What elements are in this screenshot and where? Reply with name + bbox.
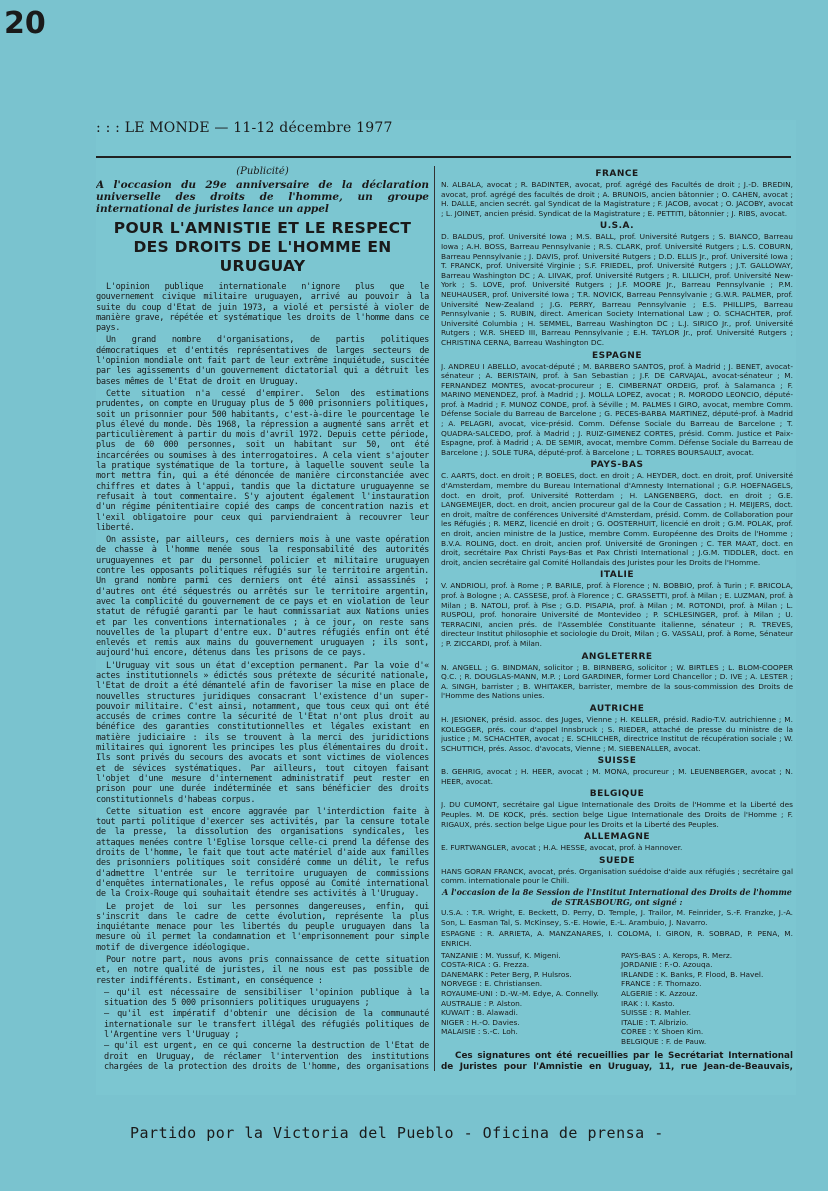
masthead: : : : LE MONDE — 11-12 décembre 1977 (96, 120, 393, 136)
signatories: C. AARTS, doct. en droit ; P. BOELES, doct. en droit ; A. HEYDER, doct. en droit, prof. Université d'Amsterdam, membre du Bureau International d'Amnesty International ; G.P. HOEFNAGELS, doct. en droit, prof. Université Rotterdam ; H. LANGENBERG, doct. en droit ; G.E. LANGEMEIJER, doct. en droit, ancien procureur gal de la Cour de Cassation ; H. MEIJERS, doct. en droit, maître de conférences Université d'Amsterdam, présid. Comm. de Collaboration pour les Réfugiés ; R. MERZ, licencié en droit ; G. OOSTERHUIT, licencié en droit ; G.M. POLAK, prof. en droit, ancien ministre de la Justice, membre Comm. Européenne des Droits de l'Homme ; B.V.A. ROLING, doct. en droit, ancien prof. Université de Groningen ; C. TER MAAT, doct. en droit, secrétaire Pax Christi Pays-Bas et Pax Christi International ; J.G.M. TIDDLER, doct. en droit, ancien secrétaire gal Comité Hollandais des Juristes pour les Droits de l'Homme. (441, 471, 793, 567)
signatories: HANS GORAN FRANCK, avocat, prés. Organisation suédoise d'aide aux réfugiés ; secrétaire gal comm. internationale pour le Chili. (441, 866, 793, 886)
signatories: B. GEHRIG, avocat ; H. HEER, avocat ; M. MONA, procureur ; M. LEUENBERGER, avocat ; N. HEER, avocat. (441, 767, 793, 786)
estimant-list (104, 988, 429, 1071)
masthead-rule (96, 156, 791, 158)
signatories: H. JESIONEK, présid. assoc. des Juges, Vienne ; H. KELLER, présid. Radio-T.V. autrichienne ; M. KOLEGGER, prés. cour d'appel Innsbruck ; S. RIEDER, attaché de presse du ministre de la justice ; M. SCHACHTER, avocat ; E. SCHILCHER, directrice Institut de récupération sociale ; W. SCHUTTICH, prés. Assoc. d'avocats, Vienne ; M. SIEBENALLER, avocat. (441, 714, 793, 753)
country-heading: SUISSE (597, 756, 637, 767)
grid-row: NORVEGE : E. Christiansen. (441, 979, 543, 989)
list-item: — qu'il est urgent, en ce qui concerne la destruction de l'Etat de droit en Uruguay, de réclamer l'intervention des institutions chargées de la protection des droits de l'homme, des organisations (104, 1041, 429, 1071)
grid-row: MALAISIE : S.-C. Loh. (441, 1027, 518, 1037)
publicite-label: (Publicité) (236, 166, 289, 177)
country-heading: BELGIQUE (589, 789, 645, 800)
article-body (96, 282, 429, 1071)
grid-row: TANZANIE : M. Yussuf, K. Migeni. (441, 950, 561, 960)
list-item: — qu'il est nécessaire de sensibiliser l'opinion publique à la situation des 5 000 prisonniers politiques uruguayens ; (104, 988, 429, 1009)
session-note: A l'occasion de la 8e Session de l'Institut International des Droits de l'homme de STRASBOURG, ont signé : (442, 887, 792, 907)
country-heading: U.S.A. (599, 221, 635, 232)
headline-line-2: DES DROITS DE L'HOMME EN URUGUAY (133, 238, 392, 275)
closing-note: Ces signatures ont été recueillies par le Secrétariat International de Juristes pour l'Amnistie en Uruguay, 11, rue Jean-de-Beauvais, (441, 1050, 793, 1071)
country-heading: AUTRICHE (589, 703, 645, 714)
country-heading: PAYS-BAS (590, 460, 644, 471)
grid-row: ALGERIE : K. Azzouz. (621, 988, 698, 998)
paragraph: On assiste, par ailleurs, ces derniers mois à une vaste opération de chasse à l'homme menée sous la responsabilité des autorités uruguayennes et par du personnel policier et militaire uruguayen contre les opposants politiques réfugiés sur le territoire argentin. Un grand nombre parmi ces derniers ont été ainsi assassinés ; d'autres ont été séquestrés ou arrêtés sur le territoire argentin, avec la complicité du gouvernement de ce pays et en violation de leur statut de réfugié garanti par le haut commissariat aux Nations unies et par les conventions internationales ; à ce jour, on reste sans nouvelles de la plupart d'entre eux. D'autres réfugiés enfin ont été enlevés et remis aux mains du gouvernement uruguayen ; ils sont, aujourd'hui encore, détenus dans les prisons de ce pays. (96, 535, 429, 659)
signatories: D. BALDUS, prof. Université Iowa ; M.S. BALL, prof. Université Rutgers ; S. BIANCO, Barreau Iowa ; A.H. BOSS, Barreau Pennsylvanie ; R.S. CLARK, prof. Université Rutgers ; L.S. COBURN, Barreau Pennsylvanie ; J. DAVIS, prof. Université Rutgers ; D.D. ELLIS Jr., prof. Université Iowa ; T. FRANCK, prof. Université Virginie ; S.F. FRIEDEL, prof. Université Rutgers ; J.T. GALLOWAY, Barreau Washington DC ; A. LIIVAK, prof. Université Rutgers ; R. LILLICH, prof. Université New-York ; S. LOVE, prof. Université Rutgers ; J.F. MOORE Jr., Barreau Pennsylvanie ; P.M. NEUHAUSER, prof. Université Iowa ; T.R. NOVICK, Barreau Pennsylvanie ; G.W.R. PALMER, prof. Université New-Zealand ; J.G. PERRY, Barreau Pennsylvanie ; E.S. PHILLIPS, Barreau Pennsylvanie ; S. RUBIN, direct. American Society International Law ; O. SCHACHTER, prof. Université Columbia ; H. SEMMEL, Barreau Washington DC ; L.J. SIRICO Jr., prof. Université Rutgers ; W.R. SHEED III, Barreau Pennsylvanie ; E.H. TAYLOR Jr., prof. Université Rutgers ; CHRISTINA CERNA, Barreau Washington DC. (441, 232, 793, 347)
session-espagne: ESPAGNE : R. ARRIETA, A. MANZANARES, I. COLOMA, I. GIRON, R. SOBRAD, P. PENA, M. ENRICH. (441, 929, 793, 948)
list-item: — qu'il est impératif d'obtenir une décision de la communauté internationale sur le transfert illégal des réfugiés politiques de l'Argentine vers l'Uruguay ; (104, 1009, 429, 1040)
country-grid (441, 951, 793, 1047)
headline-line-1: POUR L'AMNISTIE ET LE RESPECT (113, 219, 412, 237)
grid-row: ITALIE : T. Albrizio. (621, 1017, 689, 1027)
session-signatories: U.S.A. : T.R. Wright, E. Beckett, D. Perry, D. Temple, J. Trailor, M. Feinrider, S.-F. Franzke, J.-A. Son, L. Easman Tal, S. McKinsey, S.-E. Howie, E.-L. Arambuio, J. Navarro. (441, 908, 793, 927)
grid-row: FRANCE : F. Thomazo. (621, 979, 702, 989)
paragraph: Un grand nombre d'organisations, de partis politiques démocratiques et d'entités représentatives de larges secteurs de l'opinion mondiale ont fait part de leur extrême inquiétude, suscitée par les agissements d'un gouvernement dictatorial qui a détruit les bases mêmes de l'Etat de droit en Uruguay. (96, 335, 429, 387)
country-grid-right (621, 951, 793, 1047)
grid-row: DANEMARK : Peter Berg, P. Hulsros. (441, 969, 572, 979)
country-heading: SUEDE (598, 855, 636, 866)
newspaper-clipping (96, 120, 796, 1095)
footer-typed-line: Partido por la Victoria del Pueblo - Oficina de prensa - (130, 1124, 664, 1142)
page-number: 20 (4, 6, 46, 41)
grid-row: COREE : Y. Shoen Kim. (621, 1027, 704, 1037)
grid-row: COSTA-RICA : G. Frezza. (441, 960, 530, 970)
grid-row: PAYS-BAS : A. Kerops, R. Merz. (621, 950, 733, 960)
paragraph: Cette situation n'a cessé d'empirer. Selon des estimations prudentes, on compte en Uruguay plus de 5 000 prisonniers politiques, soit un prisonnier pour 500 habitants, c'est-à-dire le pourcentage le plus élevé du monde. Dès 1968, la répression a augmenté sans arrêt et particulièrement à partir du mois d'avril 1972. Depuis cette période, plus de 60 000 personnes, soit un habitant sur 50, ont été incarcérées ou soumises à des interrogatoires. A cela vient s'ajouter la pratique systématique de la torture, à laquelle souvent seule la mort mettra fin, qui a été dénoncée de manière circonstanciée avec chiffres et dates à l'appui, tandis que la dictature uruguayenne se refusait à tout commentaire. S'y ajoutent également l'instauration d'un régime pénitentiaire copié des camps de concentration nazis et l'exil obligatoire pour ceux qui parviendraient à recouvrer leur liberté. (96, 388, 429, 533)
right-column (441, 166, 793, 1071)
signatories: J. DU CUMONT, secrétaire gal Ligue Internationale des Droits de l'Homme et la Liberté des Peuples. M. DE KOCK, prés. section belge Ligue Internationale des Droits de l'Homme ; F. RIGAUX, prés. section belge Ligue pour les Droits et la Liberté des Peuples. (441, 800, 793, 829)
grid-row: AUSTRALIE : P. Alston. (441, 998, 523, 1008)
grid-row: BELGIQUE : F. de Pauw. (621, 1036, 707, 1046)
country-heading: ESPAGNE (592, 350, 642, 361)
paragraph: L'Uruguay vit sous un état d'exception permanent. Par la voie d'« actes institutionnels » édictés sous prétexte de sécurité nationale, l'Etat de droit a été démantelé afin de favoriser la mise en place de nouvelles structures juridiques consacrant l'existence d'un super-pouvoir militaire. C'est ainsi, notamment, que tous ceux qui ont été accusés de crimes contre la sécurité de l'Etat n'ont plus droit au bénéfice des garanties constitutionnelles et légales existant en matière judiciaire : ils se trouvent à la merci des juridictions militaires qui ignorent les principes les plus élémentaires du droit. Ils sont privés du secours des avocats et sont victimes de violences et de sévices systématiques. Par ailleurs, tout citoyen faisant l'objet d'une mesure d'internement administratif peut rester en prison pour une durée indéterminée et sans bénéficier des droits constitutionnels d'habeas corpus. (96, 660, 429, 805)
grid-row: JORDANIE : F.-O. Azouqa. (621, 960, 713, 970)
signatories: J. ANDREU I ABELLO, avocat-député ; M. BARBERO SANTOS, prof. à Madrid ; J. BENET, avocat-sénateur ; A. BERISTAIN, prof. à San Sebastian ; J.F. DE CARVAJAL, avocat-sénateur ; M. FERNANDEZ MONTES, avocat-procureur ; E. CIMBERNAT ORDEIG, prof. à Salamanca ; F. MARINO MENENDEZ, prof. à Madrid ; J. MOLLA LOPEZ, avocat ; R. MORODO LEONCIO, député-prof. à Madrid ; F. MUNOZ CONDE, prof. à Séville ; M. PALMES I GIRO, avocat, membre Comm. Défense Sociale du Barreau de Barcelone ; G. PECES-BARBA MARTINEZ, député-prof. à Madrid ; A. PELAGRI, avocat, vice-présid. Comm. Défense Sociale du Barreau de Barcelone ; T. QUADRA-SALCEDO, prof. à Madrid ; J. RUIZ-GIMENEZ CORTES, présid. Comm. Justice et Paix-Espagne, prof. à Madrid ; A. DE SEMIR, avocat, membre Comm. Défense Sociale du Barreau de Barcelone ; J. SOLE TURA, député-prof. à Barcelone ; L. TORRES BOURSAULT, avocat. (441, 361, 793, 457)
signatories: V. ANDRIOLI, prof. à Rome ; P. BARILE, prof. à Florence ; N. BOBBIO, prof. à Turin ; F. BRICOLA, prof. à Bologne ; A. CASSESE, prof. à Florence ; C. GRASSETTI, prof. à Milan ; E. LUZMAN, prof. à Milan ; B. NATOLI, prof. à Pise ; G.D. PISAPIA, prof. à Milan ; M. ROTONDI, prof. à Milan ; L. RUSPOLI, prof. honoraire Université de Montevideo ; P. SCHLESINGER, prof. à Milan ; U. TERRACINI, ancien prés. de l'Assemblée Constituante italienne, sénateur ; R. TREVES, directeur Institut philosophie et sociologie du Droit, Milan ; G. VASSALI, prof. à Rome, Sénateur ; P. ZICCARDI, prof. à Milan. (441, 581, 793, 648)
signatories: N. ALBALA, avocat ; R. BADINTER, avocat, prof. agrégé des Facultés de droit ; J.-D. BREDIN, avocat, prof. agrégé des facultés de droit ; A. BRUNOIS, ancien bâtonnier ; O. CAHEN, avocat ; H. DALLE, ancien secrét. gal Syndicat de la Magistrature ; F. JACOB, avocat ; O. JACOBY, avocat ; L. JOINET, ancien présid. Syndicat de la Magistrature ; E. PETTITI, bâtonnier ; J. RIBS, avocat. (441, 180, 793, 218)
paragraph: L'opinion publique internationale n'ignore plus que le gouvernement civique militaire uruguayen, arrivé au pouvoir à la suite du coup d'Etat de juin 1973, a violé et persisté à violer de manière grave, répétée et systématique les droits de l'homme dans ce pays. (96, 282, 429, 334)
paragraph: Pour notre part, nous avons pris connaissance de cette situation et, en notre qualité de juristes, il ne nous est pas possible de rester indifférents. Estimant, en conséquence : (96, 955, 429, 986)
grid-row: IRAK : I. Kasto. (621, 998, 675, 1008)
grid-row: KUWAIT : B. Alawadi. (441, 1008, 518, 1018)
column-divider (434, 166, 435, 1071)
grid-row: IRLANDE : K. Banks, P. Flood, B. Havel. (621, 969, 764, 979)
country-grid-left (441, 951, 613, 1047)
country-heading: FRANCE (595, 169, 639, 179)
country-heading: ANGLETERRE (581, 651, 653, 662)
grid-row: SUISSE : R. Mahler. (621, 1008, 691, 1018)
signatories: E. FURTWANGLER, avocat ; H.A. HESSE, avocat, prof. à Hannover. (441, 843, 683, 853)
headline (96, 219, 429, 276)
left-column (96, 166, 429, 1071)
grid-row: NIGER : H.-O. Davies. (441, 1017, 520, 1027)
paragraph: Le projet de loi sur les personnes dangereuses, enfin, qui s'inscrit dans le cadre de cette évolution, représente la plus inquiétante menace pour les libertés du peuple uruguayen dans la mesure où il permet la condamnation et l'emprisonnement pour simple motif de divergence idéologique. (96, 901, 429, 953)
country-heading: ITALIE (600, 570, 634, 581)
country-heading: ALLEMAGNE (583, 832, 651, 843)
grid-row: ROYAUME-UNI : D.-W.-M. Edye, A. Connelly. (441, 988, 599, 998)
signatories: N. ANGELL ; G. BINDMAN, solicitor ; B. BIRNBERG, solicitor ; W. BIRTLES ; L. BLOM-COOPER Q.C. ; R. DOUGLAS-MANN, M.P. ; Lord GARDINER, former Lord Chancellor ; D. IVE ; A. LESTER ; A. SINGH, barrister ; B. WHITAKER, barrister, membre de la sous-commission des Droits de l'Homme des Nations unies. (441, 662, 793, 701)
intro-text: A l'occasion du 29e anniversaire de la déclaration universelle des droits de l'homme, un groupe international de juristes lance un appel (96, 179, 429, 215)
paragraph: Cette situation est encore aggravée par l'interdiction faite à tout parti politique d'exercer ses activités, par la censure totale de la presse, la dissolution des organisations syndicales, les attaques menées contre l'Eglise lorsque celle-ci prend la défense des droits de l'homme, le fait que tout acte matériel d'aide aux familles des prisonniers politiques soit considéré comme un délit, le refus d'admettre l'entrée sur le territoire uruguayen de commissions d'enquêtes internationales, le refus opposé au Comité international de la Croix-Rouge qui souhaitait étendre ses activités à l'Uruguay. (96, 806, 429, 900)
